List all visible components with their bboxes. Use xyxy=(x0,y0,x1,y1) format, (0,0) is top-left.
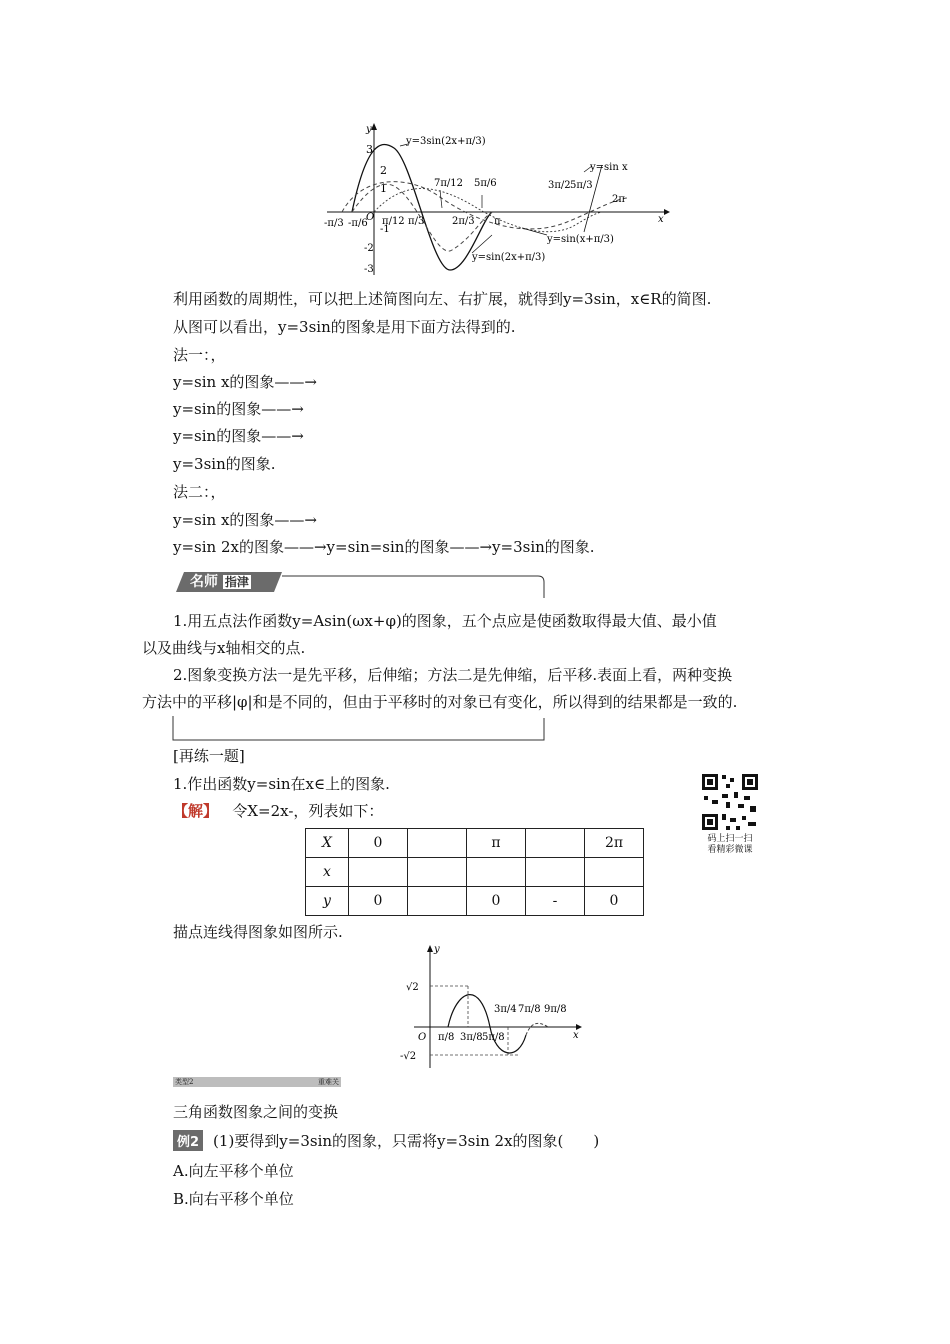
method1-step: y=3sin的图象. xyxy=(173,455,276,473)
figure-sine-transformations xyxy=(322,120,672,280)
table-cell: π xyxy=(467,829,526,858)
table-cell xyxy=(349,858,408,887)
practice-question: 1.作出函数y=sin在x∈上的图象. xyxy=(173,775,390,793)
qr-caption-line: 看精彩微课 xyxy=(707,845,753,855)
fig1-x-tick: O xyxy=(366,212,375,223)
table-cell: 0 xyxy=(349,829,408,858)
section-type-bar xyxy=(173,1077,341,1087)
fig2-x-tick: 5π/8 xyxy=(482,1032,505,1043)
table-row xyxy=(306,829,644,858)
fig1-x-tick: 5π/6 xyxy=(474,178,497,189)
method2-title: 法二：， xyxy=(173,483,226,501)
solution-tag: 【解】 xyxy=(173,802,219,820)
fig1-x-tick: -π/6 xyxy=(348,218,368,229)
tip-item-2-cont: 方法中的平移|φ|和是不同的，但由于平移时的对象已有变化，所以得到的结果都是一致的. xyxy=(142,693,738,711)
table-cell xyxy=(467,858,526,887)
fig1-x-tick: 5π/3 xyxy=(570,180,593,191)
fig2-x-tick: 9π/8 xyxy=(544,1004,567,1015)
table-row xyxy=(306,858,644,887)
example-text: (1)要得到y=3sin的图象，只需将y=3sin 2x的图象( ) xyxy=(213,1132,600,1150)
tip-header-a: 名师 xyxy=(190,574,218,590)
practice-heading: [再练一题] xyxy=(173,747,245,765)
solution-text: 令X=2x-，列表如下： xyxy=(232,802,384,820)
section-type-tag: 重难关 xyxy=(318,1078,339,1086)
method1-step: y=sin的图象——→ xyxy=(173,427,304,445)
table-cell xyxy=(408,829,467,858)
method2-step: y=sin x的图象——→ xyxy=(173,511,317,529)
table-cell xyxy=(585,858,644,887)
table-cell: 0 xyxy=(349,887,408,916)
table-cell: - xyxy=(526,887,585,916)
tip-header xyxy=(190,571,251,591)
paragraph-periodicity: 利用函数的周期性，可以把上述简图向左、右扩展，就得到y=3sin，x∈R的简图. xyxy=(173,290,712,308)
fig2-x-tick: 3π/4 xyxy=(494,1004,517,1015)
qr-caption-line: 码上扫一扫 xyxy=(707,834,753,844)
method2-step: y=sin 2x的图象——→y=sin=sin的图象——→y=3sin的图象. xyxy=(173,538,595,556)
fig1-x-tick: 2π xyxy=(612,194,625,205)
value-table xyxy=(305,828,644,916)
fig1-x-tick: 7π/12 xyxy=(434,178,464,189)
fig1-y-axis-label: y xyxy=(366,124,372,135)
option-a: A.向左平移个单位 xyxy=(173,1162,294,1180)
fig1-y-tick: 1 xyxy=(380,182,387,195)
fig2-y-tick: √2 xyxy=(406,982,419,993)
fig1-x-tick: π/12 xyxy=(382,216,405,227)
example-tag: 例2 xyxy=(173,1130,203,1151)
fig1-label-3sin: y=3sin(2x+π/3) xyxy=(406,136,486,147)
fig1-y-tick: 3 xyxy=(366,143,373,156)
fig1-x-axis-label: x xyxy=(658,214,664,225)
fig2-x-tick: π/8 xyxy=(438,1032,455,1043)
solution-line xyxy=(173,800,383,821)
fig1-label-sin-x-pi3: y=sin(x+π/3) xyxy=(547,234,614,245)
fig1-x-tick: π xyxy=(494,216,501,227)
example-question xyxy=(173,1130,599,1151)
section-title: 三角函数图象之间的变换 xyxy=(173,1103,339,1121)
fig1-y-tick: 2 xyxy=(380,164,387,177)
table-cell: y xyxy=(306,887,349,916)
table-cell xyxy=(408,887,467,916)
table-cell: x xyxy=(306,858,349,887)
paragraph-observation: 从图可以看出，y=3sin的图象是用下面方法得到的. xyxy=(173,318,516,336)
fig1-y-tick: -1 xyxy=(380,224,390,235)
fig2-origin: O xyxy=(418,1032,427,1043)
tip-item-1: 1.用五点法作函数y=Asin(ωx+φ)的图象，五个点应是使函数取得最大值、最小值 xyxy=(173,612,717,630)
fig2-x-tick: 3π/8 xyxy=(460,1032,483,1043)
table-cell xyxy=(526,829,585,858)
table-cell xyxy=(526,858,585,887)
table-row xyxy=(306,887,644,916)
fig1-label-sinx: y=sin x xyxy=(590,162,628,173)
after-table-text: 描点连线得图象如图所示. xyxy=(173,923,343,941)
fig1-x-tick: 3π/2 xyxy=(548,180,571,191)
fig2-y-tick: -√2 xyxy=(400,1051,417,1062)
figure-solution-graph xyxy=(368,940,588,1070)
qr-code-image[interactable] xyxy=(700,772,760,832)
table-cell: X xyxy=(306,829,349,858)
fig2-x-axis-label: x xyxy=(573,1030,579,1041)
table-cell: 0 xyxy=(585,887,644,916)
qr-caption xyxy=(700,834,760,856)
method1-step: y=sin x的图象——→ xyxy=(173,373,317,391)
tip-box-frame xyxy=(170,568,550,748)
fig1-x-tick: 2π/3 xyxy=(452,216,475,227)
fig1-y-tick: -3 xyxy=(364,264,374,275)
section-type-label: 类型2 xyxy=(175,1078,194,1086)
fig2-y-axis-label: y xyxy=(434,944,440,955)
fig1-y-tick: -2 xyxy=(364,243,374,254)
tip-item-2: 2.图象变换方法一是先平移，后伸缩；方法二是先伸缩，后平移.表面上看，两种变换 xyxy=(173,666,733,684)
table-cell xyxy=(408,858,467,887)
fig2-curve-dashed xyxy=(526,1023,548,1035)
table-cell: 0 xyxy=(467,887,526,916)
tip-item-1-cont: 以及曲线与x轴相交的点. xyxy=(142,639,306,657)
option-b: B.向右平移个单位 xyxy=(173,1190,294,1208)
method1-step: y=sin的图象——→ xyxy=(173,400,304,418)
method1-title: 法一：， xyxy=(173,346,226,364)
fig2-curve xyxy=(448,995,490,1027)
fig1-x-tick: -π/3 xyxy=(324,218,344,229)
tip-header-b: 指津 xyxy=(224,575,249,589)
fig1-label-sin-2x-pi3: y=sin(2x+π/3) xyxy=(472,252,546,263)
table-cell: 2π xyxy=(585,829,644,858)
fig2-x-tick: 7π/8 xyxy=(518,1004,541,1015)
fig1-x-tick: π/3 xyxy=(408,216,425,227)
